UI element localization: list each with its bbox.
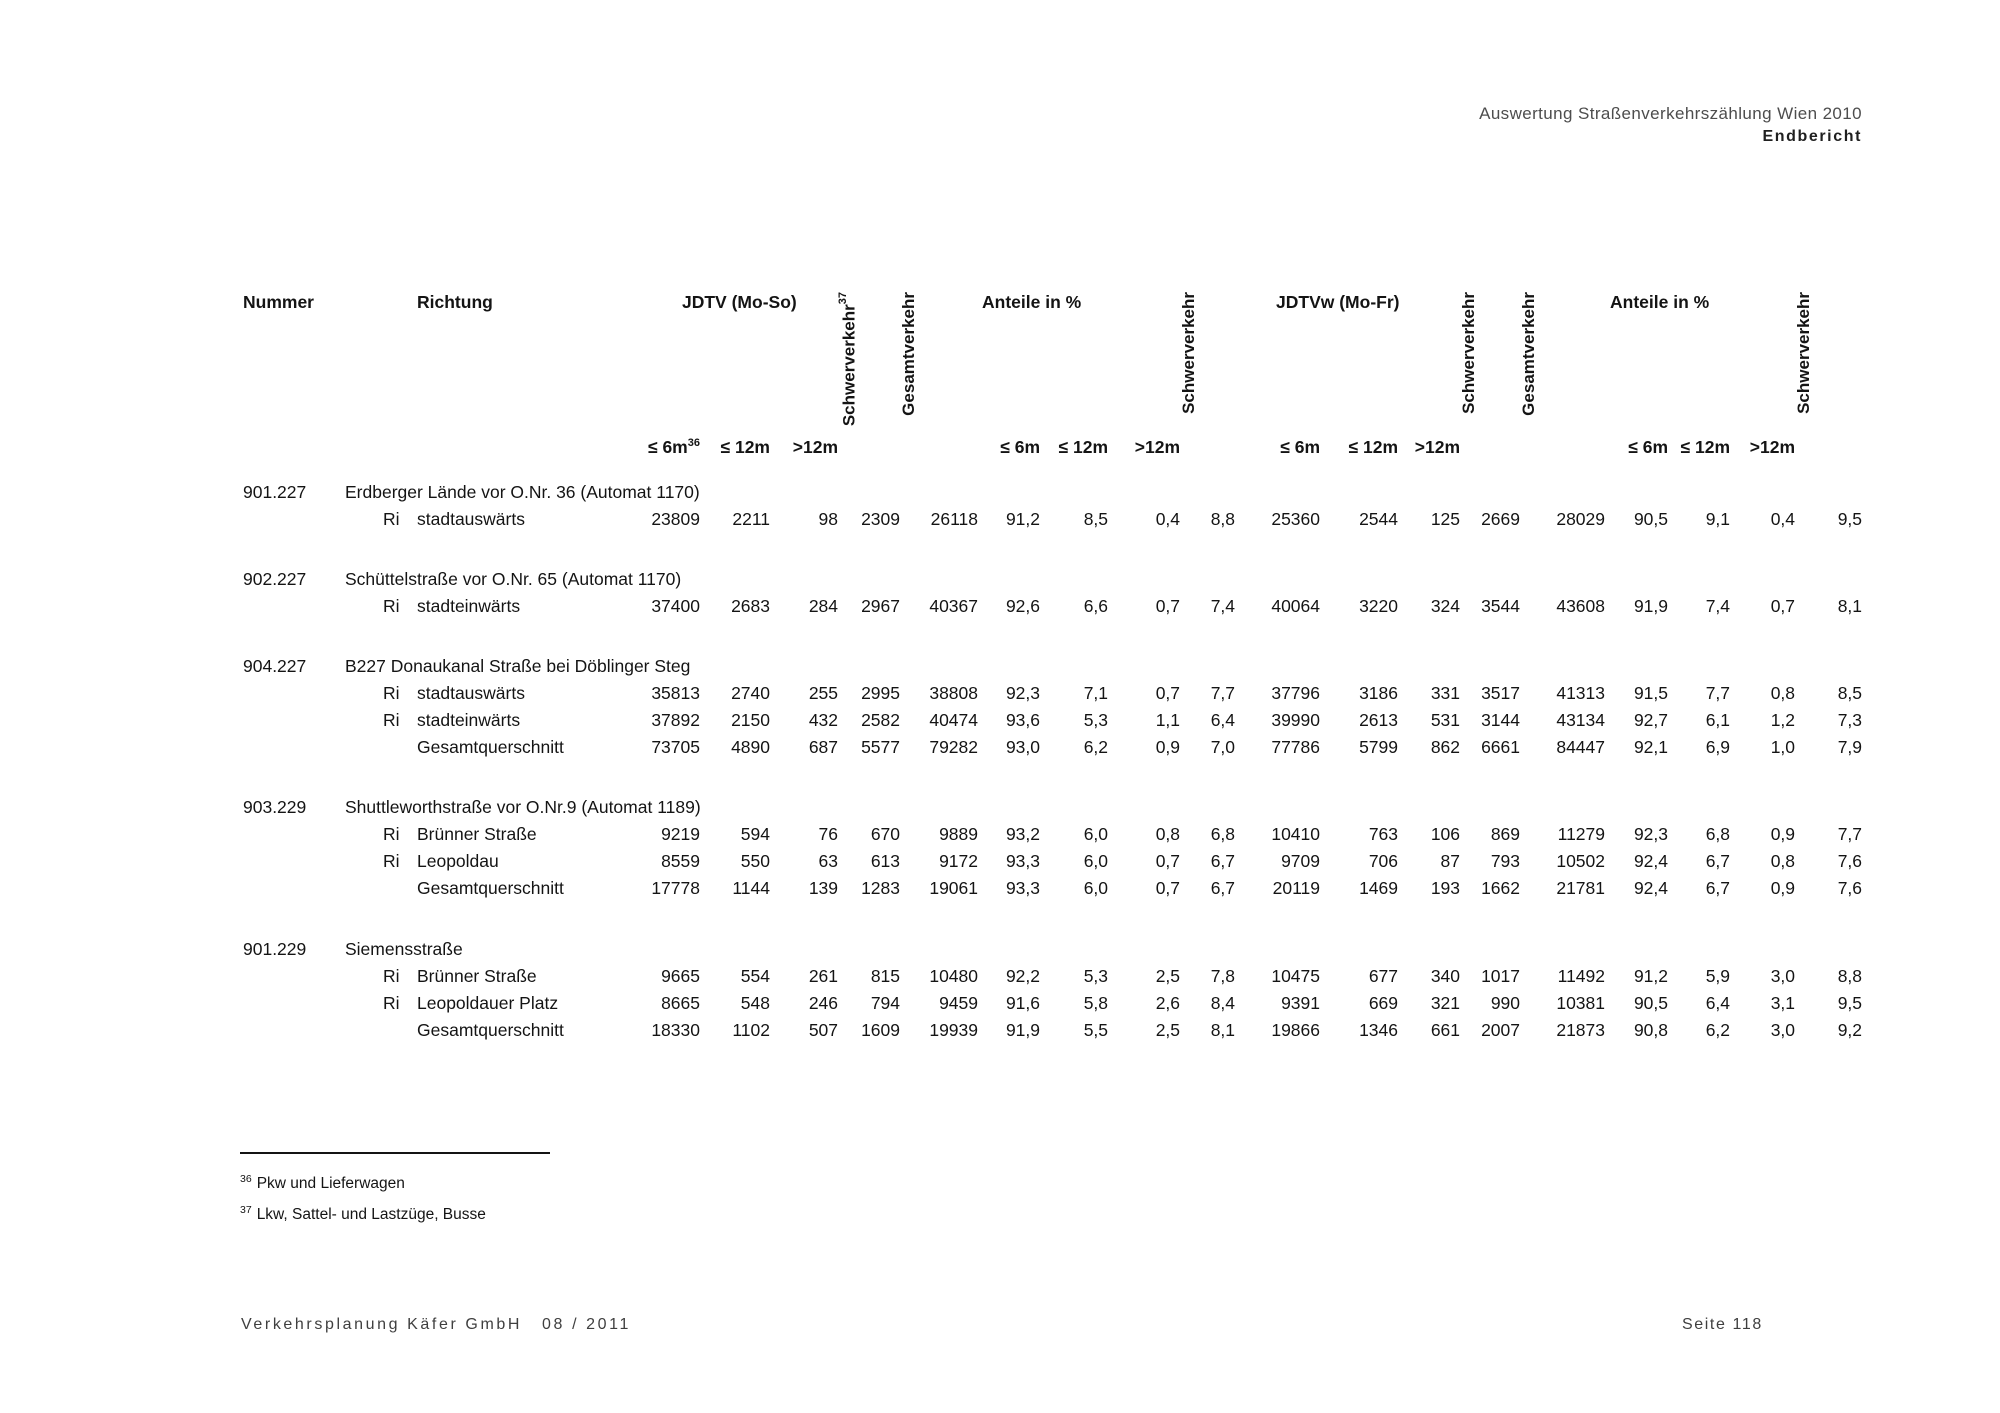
section-title-row — [240, 757, 1862, 817]
section-title-row — [240, 616, 1862, 676]
value-cell: 1,0 — [1770, 737, 1796, 758]
value-cell: 324 — [1430, 596, 1461, 617]
row-direction-prefix — [345, 730, 412, 757]
value-cell: 76 — [818, 824, 839, 845]
value-cell: 23809 — [651, 509, 700, 529]
row-number-spacer — [240, 676, 345, 703]
value-cell: 331 — [1430, 683, 1461, 704]
value-cell: 139 — [808, 878, 839, 899]
value-cell: 0,7 — [1155, 851, 1181, 872]
value-cell: 7,8 — [1210, 965, 1236, 986]
value-cell: 7,1 — [1083, 683, 1109, 704]
value-cell: 91,5 — [1633, 683, 1669, 704]
section-title-row — [240, 460, 1862, 502]
value-cell: 90,8 — [1633, 1019, 1669, 1040]
value-cell: 550 — [740, 851, 770, 872]
rotated-header-schwerverkehr-2: Schwerverkehr — [1179, 292, 1199, 414]
col-header-ri-spacer — [345, 292, 412, 460]
table-row — [240, 703, 1862, 730]
value-cell: 7,4 — [1210, 596, 1236, 617]
table-row — [240, 589, 1862, 616]
value-cell: 40064 — [1271, 596, 1321, 617]
value-cell: 9,5 — [1837, 992, 1863, 1013]
value-cell: 6,6 — [1083, 596, 1109, 617]
section-number: 902.227 — [243, 569, 307, 590]
sub-header-12m-jdtvw: ≤ 12m — [1348, 437, 1399, 457]
value-cell: 8,1 — [1837, 596, 1863, 617]
value-cell: 5,5 — [1083, 1019, 1109, 1040]
value-cell: 21781 — [1556, 878, 1606, 899]
value-cell: 193 — [1430, 878, 1461, 899]
rotated-header-schwerverkehr-1: Schwerverkehr$^{37}$ — [837, 292, 859, 427]
col-header-richtung: Richtung — [417, 292, 493, 312]
value-cell: 1469 — [1359, 878, 1399, 899]
value-cell: 6,0 — [1083, 878, 1109, 899]
sub-header-gt12m-anteile1: >12m — [1134, 437, 1181, 457]
value-cell: 11279 — [1557, 824, 1606, 845]
traffic-count-table — [240, 292, 1862, 1040]
value-cell: 6,0 — [1083, 824, 1109, 845]
value-cell: 321 — [1430, 992, 1461, 1013]
row-direction-label: stadteinwärts — [417, 710, 521, 731]
value-cell: 794 — [870, 992, 901, 1013]
value-cell: 37892 — [651, 710, 700, 731]
section-title: Schüttelstraße vor O.Nr. 65 (Automat 1170) — [345, 569, 682, 590]
value-cell: 5,9 — [1705, 965, 1731, 986]
value-cell: 0,7 — [1155, 596, 1181, 617]
value-cell: 1662 — [1481, 878, 1521, 899]
value-cell: 9391 — [1281, 992, 1321, 1013]
value-cell: 40367 — [929, 596, 979, 617]
value-cell: 432 — [808, 710, 839, 731]
row-number-spacer — [240, 818, 345, 845]
value-cell: 3,1 — [1770, 992, 1796, 1013]
value-cell: 10410 — [1271, 824, 1321, 845]
sub-header-6m-anteile1: ≤ 6m — [1000, 437, 1041, 457]
value-cell: 0,7 — [1770, 596, 1796, 617]
value-cell: 0,4 — [1155, 509, 1181, 529]
value-cell: 5,3 — [1083, 965, 1109, 986]
table-row — [240, 845, 1862, 872]
value-cell: 0,7 — [1155, 878, 1181, 899]
value-cell: 9219 — [661, 824, 700, 845]
value-cell: 3,0 — [1770, 965, 1796, 986]
value-cell: 4890 — [731, 737, 770, 758]
value-cell: 6,2 — [1705, 1019, 1731, 1040]
value-cell: 1102 — [732, 1019, 770, 1040]
value-cell: 2967 — [861, 596, 901, 617]
value-cell: 9889 — [939, 824, 979, 845]
value-cell: 2544 — [1359, 509, 1399, 529]
row-direction-label: Leopoldauer Platz — [417, 992, 559, 1013]
col-header-nummer: Nummer — [243, 292, 314, 312]
value-cell: 6,8 — [1705, 824, 1731, 845]
value-cell: 2582 — [861, 710, 901, 731]
value-cell: 255 — [808, 683, 839, 704]
footnotes — [240, 1166, 486, 1228]
value-cell: 706 — [1368, 851, 1399, 872]
value-cell: 1609 — [861, 1019, 901, 1040]
row-number-spacer — [240, 872, 345, 899]
row-direction-prefix: Ri — [383, 596, 400, 617]
report-title: Auswertung Straßenverkehrszählung Wien 2010 — [1479, 104, 1862, 123]
row-direction-label: Gesamtquerschnitt — [417, 1019, 564, 1040]
row-direction-prefix: Ri — [383, 710, 400, 731]
table-row — [240, 1013, 1862, 1040]
value-cell: 6,7 — [1210, 878, 1236, 899]
value-cell: 92,6 — [1005, 596, 1041, 617]
value-cell: 9665 — [661, 965, 700, 986]
value-cell: 7,6 — [1837, 851, 1863, 872]
value-cell: 2,6 — [1155, 992, 1181, 1013]
value-cell: 73705 — [651, 737, 700, 758]
value-cell: 90,5 — [1633, 509, 1669, 529]
value-cell: 815 — [870, 965, 901, 986]
value-cell: 6,0 — [1083, 851, 1109, 872]
value-cell: 37400 — [651, 596, 700, 617]
value-cell: 3517 — [1481, 683, 1521, 704]
value-cell: 43134 — [1556, 710, 1606, 731]
group-header-anteile-2: Anteile in % — [1610, 292, 1710, 312]
value-cell: 677 — [1368, 965, 1399, 986]
sub-header-6m-jdtv: ≤ $6m^{36}$ — [647, 437, 700, 457]
value-cell: 19866 — [1271, 1019, 1321, 1040]
value-cell: 7,9 — [1837, 737, 1863, 758]
sub-header-6m-jdtvw: ≤ 6m — [1280, 437, 1321, 457]
value-cell: 93,3 — [1005, 851, 1041, 872]
value-cell: 8,5 — [1837, 683, 1863, 704]
section-number: 903.229 — [243, 797, 307, 818]
value-cell: 763 — [1368, 824, 1399, 845]
header-row-groups — [240, 292, 1862, 318]
section-number: 901.229 — [243, 938, 307, 959]
value-cell: 1,2 — [1770, 710, 1796, 731]
value-cell: 77786 — [1271, 737, 1321, 758]
value-cell: 6,2 — [1083, 737, 1109, 758]
value-cell: 25360 — [1271, 509, 1321, 529]
row-direction-prefix: Ri — [383, 824, 400, 845]
value-cell: 10502 — [1556, 851, 1606, 872]
table-row — [240, 959, 1862, 986]
row-direction-label: Brünner Straße — [417, 824, 537, 845]
value-cell: 2150 — [731, 710, 770, 731]
group-header-jdtvw: JDTVw (Mo-Fr) — [1276, 292, 1400, 312]
value-cell: 548 — [740, 992, 770, 1013]
row-number-spacer — [240, 703, 345, 730]
value-cell: 8559 — [661, 851, 700, 872]
value-cell: 2007 — [1481, 1019, 1521, 1040]
value-cell: 5,8 — [1083, 992, 1109, 1013]
row-direction-label: Leopoldau — [417, 851, 499, 872]
value-cell: 92,1 — [1633, 737, 1669, 758]
value-cell: 3186 — [1359, 683, 1399, 704]
value-cell: 92,2 — [1005, 965, 1041, 986]
value-cell: 7,4 — [1705, 596, 1731, 617]
value-cell: 7,6 — [1837, 878, 1863, 899]
value-cell: 2669 — [1481, 509, 1521, 529]
value-cell: 10475 — [1271, 965, 1321, 986]
value-cell: 6,9 — [1705, 737, 1731, 758]
footnote-divider — [240, 1152, 550, 1154]
row-number-spacer — [240, 730, 345, 757]
value-cell: 21873 — [1556, 1019, 1606, 1040]
value-cell: 93,0 — [1005, 737, 1041, 758]
footer-company: Verkehrsplanung Käfer GmbH 08 / 2011 — [241, 1316, 631, 1333]
value-cell: 8,4 — [1210, 992, 1236, 1013]
value-cell: 531 — [1430, 710, 1461, 731]
value-cell: 0,4 — [1770, 509, 1796, 529]
value-cell: 40474 — [929, 710, 979, 731]
table-row — [240, 502, 1862, 529]
value-cell: 28029 — [1556, 509, 1606, 529]
section-number: 901.227 — [243, 482, 307, 502]
sub-header-gt12m-anteile2: >12m — [1749, 437, 1796, 457]
table-row — [240, 818, 1862, 845]
value-cell: 990 — [1490, 992, 1521, 1013]
row-number-spacer — [240, 589, 345, 616]
value-cell: 5577 — [861, 737, 901, 758]
value-cell: 93,6 — [1005, 710, 1041, 731]
row-direction-prefix — [345, 872, 412, 899]
row-number-spacer — [240, 502, 345, 529]
value-cell: 6,7 — [1705, 851, 1731, 872]
value-cell: 0,7 — [1155, 683, 1181, 704]
value-cell: 43608 — [1556, 596, 1606, 617]
value-cell: 2683 — [731, 596, 770, 617]
section-number: 904.227 — [243, 656, 307, 677]
value-cell: 6,4 — [1210, 710, 1236, 731]
value-cell: 2309 — [861, 509, 901, 529]
value-cell: 92,3 — [1005, 683, 1041, 704]
value-cell: 10480 — [929, 965, 979, 986]
row-number-spacer — [240, 986, 345, 1013]
value-cell: 6661 — [1481, 737, 1521, 758]
sub-header-12m-jdtv: ≤ 12m — [720, 437, 770, 457]
value-cell: 9,5 — [1837, 509, 1863, 529]
row-direction-prefix: Ri — [383, 851, 400, 872]
value-cell: 35813 — [651, 683, 700, 704]
value-cell: 10381 — [1556, 992, 1606, 1013]
value-cell: 261 — [808, 965, 839, 986]
value-cell: 613 — [870, 851, 901, 872]
value-cell: 125 — [1430, 509, 1461, 529]
value-cell: 3220 — [1359, 596, 1399, 617]
value-cell: 1283 — [861, 878, 901, 899]
value-cell: 862 — [1430, 737, 1461, 758]
value-cell: 0,8 — [1770, 683, 1796, 704]
value-cell: 1144 — [732, 878, 770, 899]
value-cell: 19939 — [929, 1019, 979, 1040]
row-number-spacer — [240, 845, 345, 872]
report-header — [1479, 104, 1862, 146]
value-cell: 92,4 — [1633, 851, 1669, 872]
section-title: Erdberger Lände vor O.Nr. 36 (Automat 1170) — [345, 482, 700, 502]
value-cell: 98 — [818, 509, 839, 529]
row-direction-prefix: Ri — [383, 509, 400, 529]
value-cell: 3,0 — [1770, 1019, 1796, 1040]
value-cell: 7,7 — [1210, 683, 1236, 704]
value-cell: 3144 — [1481, 710, 1521, 731]
row-direction-label: stadteinwärts — [417, 596, 521, 617]
value-cell: 0,9 — [1155, 737, 1181, 758]
sub-header-6m-anteile2: ≤ 6m — [1628, 437, 1669, 457]
value-cell: 6,1 — [1705, 710, 1731, 731]
rotated-header-schwerverkehr-4: Schwerverkehr — [1794, 292, 1814, 414]
value-cell: 6,4 — [1705, 992, 1731, 1013]
value-cell: 661 — [1430, 1019, 1461, 1040]
value-cell: 5799 — [1359, 737, 1399, 758]
footnote-36: $^{36}$ Pkw und Lieferwagen — [240, 1173, 405, 1193]
value-cell: 0,9 — [1770, 824, 1796, 845]
value-cell: 41313 — [1556, 683, 1606, 704]
value-cell: 687 — [808, 737, 839, 758]
value-cell: 1017 — [1481, 965, 1521, 986]
value-cell: 0,8 — [1155, 824, 1181, 845]
value-cell: 2,5 — [1155, 965, 1181, 986]
section-title: Shuttleworthstraße vor O.Nr.9 (Automat 1189) — [345, 797, 701, 818]
row-direction-prefix — [345, 1013, 412, 1040]
value-cell: 9172 — [939, 851, 979, 872]
value-cell: 2211 — [732, 509, 770, 529]
row-direction-prefix: Ri — [383, 992, 400, 1013]
value-cell: 87 — [1440, 851, 1461, 872]
value-cell: 6,7 — [1210, 851, 1236, 872]
value-cell: 79282 — [929, 737, 979, 758]
value-cell: 284 — [808, 596, 839, 617]
value-cell: 92,4 — [1633, 878, 1669, 899]
value-cell: 91,2 — [1005, 509, 1041, 529]
value-cell: 8,8 — [1210, 509, 1236, 529]
rotated-header-gesamtverkehr-1: Gesamtverkehr — [899, 292, 919, 416]
value-cell: 92,3 — [1633, 824, 1669, 845]
value-cell: 3544 — [1481, 596, 1521, 617]
sub-header-12m-anteile2: ≤ 12m — [1680, 437, 1731, 457]
value-cell: 0,8 — [1770, 851, 1796, 872]
value-cell: 793 — [1490, 851, 1521, 872]
value-cell: 1346 — [1359, 1019, 1399, 1040]
value-cell: 8,1 — [1210, 1019, 1236, 1040]
value-cell: 507 — [808, 1019, 839, 1040]
value-cell: 7,7 — [1705, 683, 1731, 704]
sub-header-gt12m-jdtv: >12m — [792, 437, 839, 457]
value-cell: 7,3 — [1837, 710, 1863, 731]
value-cell: 9709 — [1281, 851, 1321, 872]
value-cell: 670 — [870, 824, 901, 845]
value-cell: 2740 — [731, 683, 770, 704]
footnote-37: $^{37}$ Lkw, Sattel- und Lastzüge, Busse — [240, 1204, 486, 1224]
value-cell: 2995 — [861, 683, 901, 704]
value-cell: 84447 — [1556, 737, 1606, 758]
value-cell: 106 — [1430, 824, 1461, 845]
report-subtitle: Endbericht — [1762, 128, 1862, 145]
footer-page-number: Seite 118 — [1682, 1316, 1763, 1333]
value-cell: 1,1 — [1155, 710, 1181, 731]
row-number-spacer — [240, 959, 345, 986]
value-cell: 38808 — [929, 683, 979, 704]
table-row — [240, 730, 1862, 757]
value-cell: 63 — [818, 851, 839, 872]
value-cell: 20119 — [1272, 878, 1321, 899]
row-direction-label: Brünner Straße — [417, 965, 537, 986]
value-cell: 2,5 — [1155, 1019, 1181, 1040]
table-row — [240, 676, 1862, 703]
row-direction-label: Gesamtquerschnitt — [417, 737, 564, 758]
value-cell: 93,3 — [1005, 878, 1041, 899]
value-cell: 9,2 — [1837, 1019, 1863, 1040]
value-cell: 554 — [740, 965, 770, 986]
value-cell: 91,9 — [1633, 596, 1669, 617]
value-cell: 669 — [1368, 992, 1399, 1013]
value-cell: 17778 — [651, 878, 700, 899]
sub-header-12m-anteile1: ≤ 12m — [1058, 437, 1109, 457]
value-cell: 9,1 — [1705, 509, 1731, 529]
value-cell: 26118 — [930, 509, 979, 529]
value-cell: 8,8 — [1837, 965, 1863, 986]
table-row — [240, 986, 1862, 1013]
value-cell: 5,3 — [1083, 710, 1109, 731]
section-title: Siemensstraße — [345, 938, 463, 959]
value-cell: 869 — [1490, 824, 1521, 845]
value-cell: 91,9 — [1005, 1019, 1041, 1040]
group-header-jdtv: JDTV (Mo-So) — [682, 292, 797, 312]
section-title: B227 Donaukanal Straße bei Döblinger Steg — [345, 656, 691, 677]
value-cell: 93,2 — [1005, 824, 1041, 845]
rotated-header-gesamtverkehr-2: Gesamtverkehr — [1519, 292, 1539, 416]
row-direction-prefix: Ri — [383, 965, 400, 986]
value-cell: 11492 — [1557, 965, 1606, 986]
section-title-row — [240, 899, 1862, 959]
group-header-anteile-1: Anteile in % — [982, 292, 1082, 312]
value-cell: 91,2 — [1633, 965, 1669, 986]
table-body — [240, 460, 1862, 1040]
value-cell: 6,7 — [1705, 878, 1731, 899]
value-cell: 8665 — [661, 992, 700, 1013]
value-cell: 19061 — [929, 878, 979, 899]
value-cell: 92,7 — [1633, 710, 1669, 731]
value-cell: 340 — [1430, 965, 1461, 986]
value-cell: 37796 — [1271, 683, 1321, 704]
value-cell: 91,6 — [1005, 992, 1041, 1013]
row-direction-label: Gesamtquerschnitt — [417, 878, 564, 899]
value-cell: 18330 — [651, 1019, 700, 1040]
section-title-row — [240, 529, 1862, 589]
sub-header-gt12m-jdtvw: >12m — [1414, 437, 1461, 457]
value-cell: 594 — [740, 824, 770, 845]
table-row — [240, 872, 1862, 899]
row-direction-prefix: Ri — [383, 683, 400, 704]
value-cell: 0,9 — [1770, 878, 1796, 899]
value-cell: 90,5 — [1633, 992, 1669, 1013]
row-direction-label: stadtauswärts — [417, 683, 525, 704]
value-cell: 246 — [808, 992, 839, 1013]
row-direction-label: stadtauswärts — [417, 509, 525, 529]
value-cell: 8,5 — [1083, 509, 1109, 529]
value-cell: 6,8 — [1210, 824, 1236, 845]
value-cell: 9459 — [939, 992, 979, 1013]
value-cell: 2613 — [1359, 710, 1399, 731]
value-cell: 7,7 — [1837, 824, 1863, 845]
value-cell: 39990 — [1271, 710, 1321, 731]
row-number-spacer — [240, 1013, 345, 1040]
rotated-header-schwerverkehr-3: Schwerverkehr — [1459, 292, 1479, 414]
value-cell: 7,0 — [1210, 737, 1236, 758]
